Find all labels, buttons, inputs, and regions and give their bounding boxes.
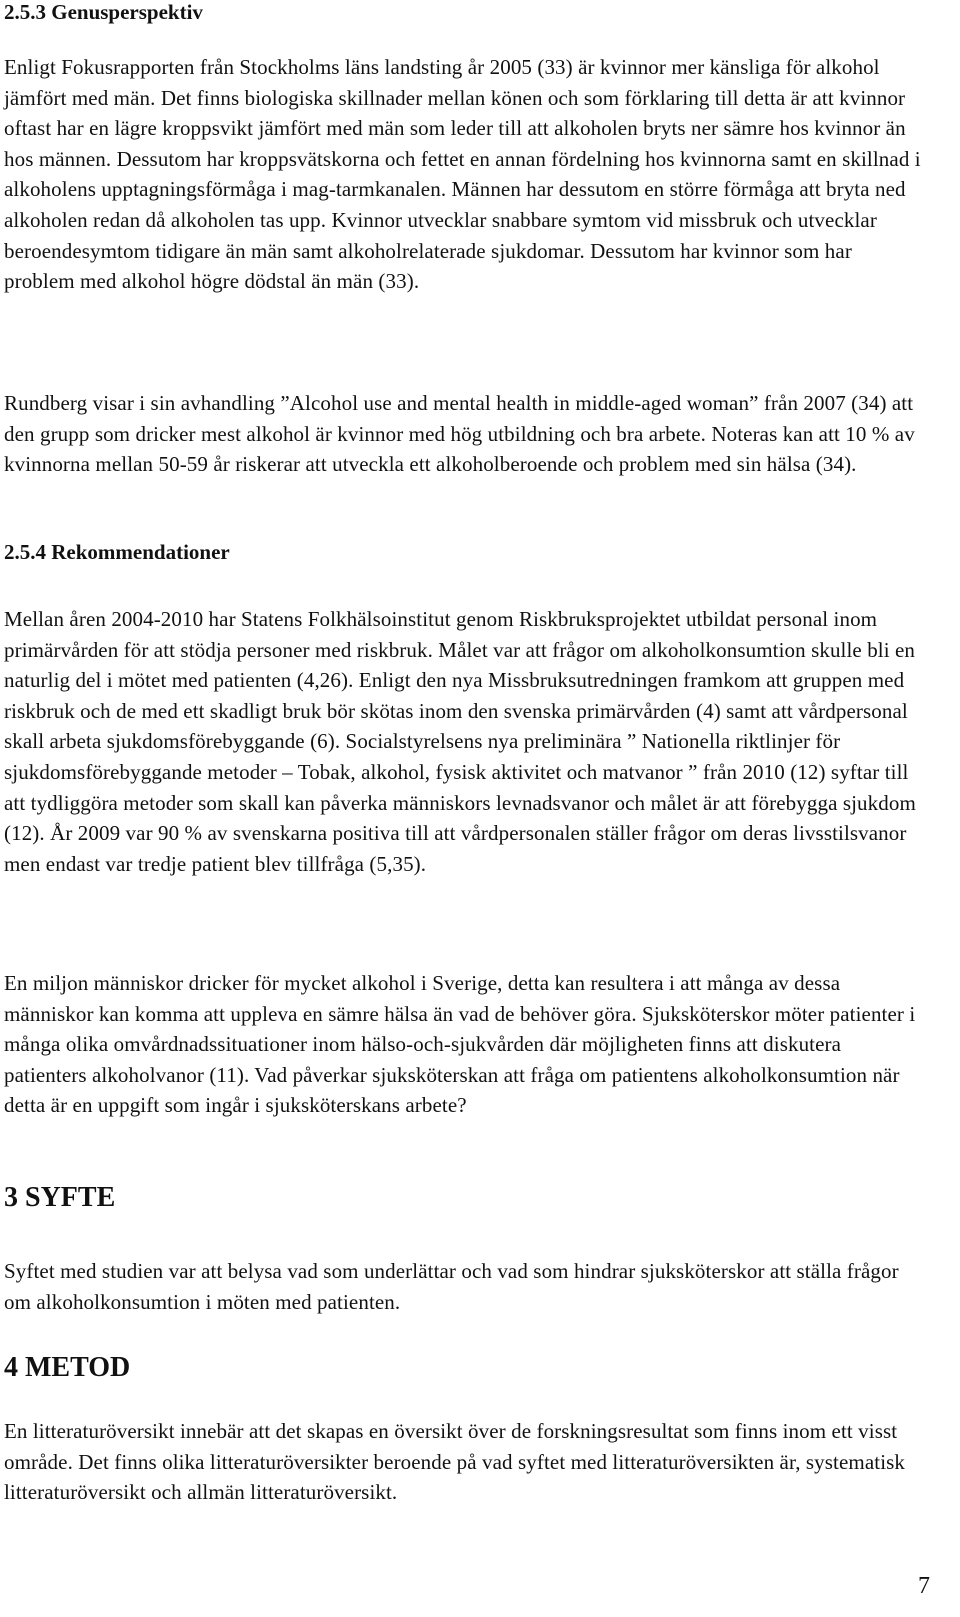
paragraph-genus-1: Enligt Fokusrapporten från Stockholms läns landsting år 2005 (33) är kvinnor mer känsliga för alkohol jämfört med män. Det finns biologiska skillnader mellan könen och som förklaring till detta är att kvinnor oftast har en lägre kroppsvikt jämfört med män som leder till att alkoholen bryts ner sämre hos kvinnor än hos männen. Dessutom har kroppsvätskorna och fettet en annan fördelning hos kvinnorna samt en skillnad i alkoholens upptagningsförmåga i mag-tarmkanalen. Männen har dessutom en större förmåga att bryta ned alkoholen redan då alkoholen tas upp. Kvinnor utvecklar snabbare symtom vid missbruk och utvecklar beroendesymtom tidigare än män samt alkoholrelaterade sjukdomar. Dessutom har kvinnor som har problem med alkohol högre dödstal än män (33). [4, 55, 921, 294]
section-heading-rekommendationer: 2.5.4 Rekommendationer [4, 540, 230, 564]
paragraph-metod: En litteraturöversikt innebär att det skapas en översikt över de forskningsresultat som finns inom ett visst område. Det finns olika litteraturöversikter beroende på vad syftet med litteraturöversikten är, systematisk litteraturöversikt och allmän litteraturöversikt. [4, 1419, 906, 1505]
paragraph-syfte: Syftet med studien var att belysa vad som underlättar och vad som hindrar sjuksköterskor att ställa frågor om alkoholkonsumtion i möten med patienten. [4, 1259, 899, 1314]
section-heading-genusperspektiv: 2.5.3 Genusperspektiv [4, 0, 203, 24]
section-heading-metod: 4 METOD [4, 1352, 131, 1383]
page-number: 7 [918, 1573, 930, 1599]
paragraph-genus-2: Rundberg visar i sin avhandling ”Alcohol use and mental health in middle-aged woman” från 2007 (34) att den grupp som dricker mest alkohol är kvinnor med hög utbildning och bra arbete. Noteras kan att 10 % av kvinnorna mellan 50-59 år riskerar att utveckla ett alkoholberoende och problem med sin hälsa (34). [4, 391, 915, 477]
paragraph-rekommendationer-2: En miljon människor dricker för mycket alkohol i Sverige, detta kan resultera i att många av dessa människor kan komma att uppleva en sämre hälsa än vad de behöver göra. Sjuksköterskor möter patienter i många olika omvårdnadssituationer inom hälso-och-sjukvården där möjligheten finns att diskutera patienters alkoholvanor (11). Vad påverkar sjuksköterskan att fråga om patientens alkoholkonsumtion när detta är en uppgift som ingår i sjuksköterskans arbete? [4, 971, 916, 1118]
paragraph-rekommendationer-1: Mellan åren 2004-2010 har Statens Folkhälsoinstitut genom Riskbruksprojektet utbildat personal inom primärvården för att stödja personer med riskbruk. Målet var att frågor om alkoholkonsumtion skulle bli en naturlig del i mötet med patienten (4,26). Enligt den nya Missbruksutredningen framkom att gruppen med riskbruk och de med ett skadligt bruk bör skötas inom den svenska primärvården (4) samt att vårdpersonal skall arbeta sjukdomsförebyggande (6). Socialstyrelsens nya preliminära ” Nationella riktlinjer för sjukdomsförebyggande metoder – Tobak, alkohol, fysisk aktivitet och matvanor ” från 2010 (12) syftar till att tydliggöra metoder som skall kan påverka människors levnadsvanor och målet är att förebygga sjukdom (12). År 2009 var 90 % av svenskarna positiva till att vårdpersonalen ställer frågor om deras livsstilsvanor men endast var tredje patient blev tillfråga (5,35). [4, 607, 916, 876]
section-heading-syfte: 3 SYFTE [4, 1182, 116, 1213]
